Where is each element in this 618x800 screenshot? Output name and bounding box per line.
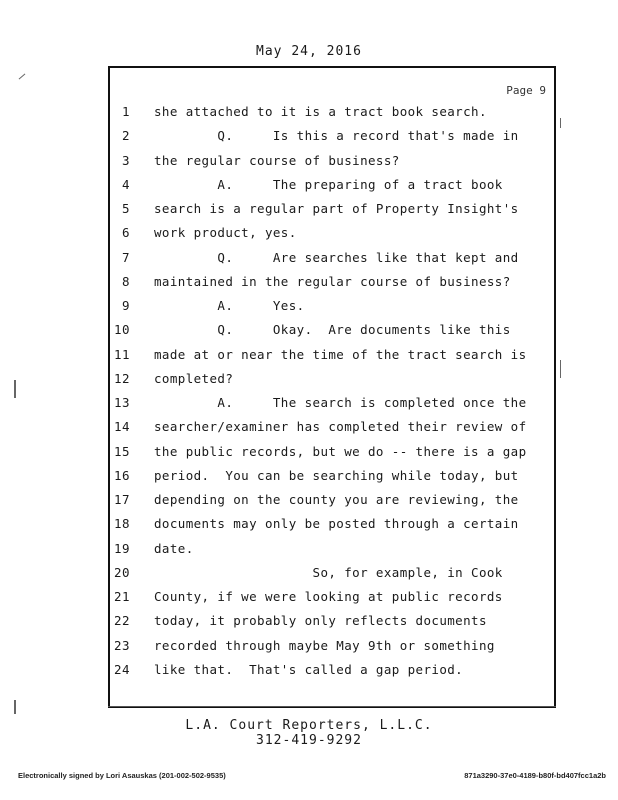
line-number: 4	[121, 176, 130, 192]
line-text: Q. Are searches like that kept and	[154, 249, 519, 265]
transcript-line	[110, 128, 554, 152]
transcript-page	[108, 66, 556, 708]
transcript-line	[110, 516, 554, 540]
transcript-line	[110, 371, 554, 395]
transcript-line	[110, 225, 554, 249]
transcript-line	[110, 565, 554, 589]
transcript-line	[110, 613, 554, 637]
page-number: Page 9	[506, 84, 546, 97]
transcript-line	[110, 104, 554, 128]
line-text: the regular course of business?	[154, 152, 400, 168]
scan-mark	[560, 118, 561, 128]
line-number: 17	[113, 492, 130, 507]
line-text: completed?	[154, 370, 234, 386]
line-text: like that. That's called a gap period.	[154, 661, 464, 677]
line-text: searcher/examiner has completed their review of	[154, 419, 527, 435]
line-text: recorded through maybe May 9th or something	[154, 637, 495, 653]
line-number: 20	[113, 564, 130, 580]
line-text: A. The preparing of a tract book	[154, 176, 503, 192]
transcript-line	[110, 444, 554, 468]
transcript-line	[110, 662, 554, 686]
line-number: 18	[113, 516, 130, 532]
line-number: 10	[113, 322, 130, 338]
line-text: A. Yes.	[154, 298, 305, 313]
line-text: period. You can be searching while today, but	[154, 467, 519, 483]
line-text: Q. Okay. Are documents like this	[154, 322, 511, 338]
scan-mark	[14, 700, 16, 714]
transcript-line	[110, 492, 554, 516]
transcript-line	[110, 347, 554, 371]
transcript-line	[110, 638, 554, 662]
line-text: she attached to it is a tract book search.	[154, 104, 487, 119]
line-number: 24	[113, 661, 130, 677]
line-number: 13	[113, 395, 130, 410]
header-date: May 24, 2016	[256, 44, 362, 59]
transcript-line	[110, 589, 554, 613]
line-number: 9	[121, 298, 130, 313]
line-number: 19	[113, 540, 130, 556]
line-number: 5	[121, 201, 130, 216]
document-id: 871a3290-37e0-4189-b80f-bd407fcc1a2b	[464, 771, 606, 780]
line-number: 16	[113, 467, 130, 483]
line-text: depending on the county you are reviewing, the	[154, 492, 519, 507]
transcript-line	[110, 201, 554, 225]
transcript-line	[110, 419, 554, 443]
line-text: Q. Is this a record that's made in	[154, 128, 519, 144]
line-number: 14	[113, 419, 130, 435]
line-number: 8	[121, 273, 130, 289]
footer-phone: 312-419-9292	[256, 733, 362, 748]
line-text: So, for example, in Cook	[154, 564, 503, 580]
transcript-line	[110, 153, 554, 177]
line-number: 12	[113, 370, 130, 386]
line-text: A. The search is completed once the	[154, 395, 527, 410]
line-number: 11	[113, 346, 130, 362]
line-number: 2	[121, 128, 130, 144]
line-number: 23	[113, 637, 130, 653]
transcript-line	[110, 177, 554, 201]
line-text: work product, yes.	[154, 225, 297, 241]
transcript-line	[110, 322, 554, 346]
esignature-note: Electronically signed by Lori Asauskas (201-002-502-9535)	[18, 771, 226, 780]
line-text: the public records, but we do -- there is a gap	[154, 443, 527, 459]
line-number: 22	[113, 613, 130, 629]
line-text: today, it probably only reflects documents	[154, 613, 487, 629]
line-text: maintained in the regular course of business?	[154, 273, 511, 289]
transcript-line	[110, 541, 554, 565]
line-number: 15	[113, 443, 130, 459]
line-text: made at or near the time of the tract search is	[154, 346, 527, 362]
footer-firm: L.A. Court Reporters, L.L.C.	[185, 718, 433, 733]
line-text: search is a regular part of Property Insight's	[154, 201, 519, 216]
transcript-line	[110, 250, 554, 274]
scan-mark	[560, 360, 561, 378]
scan-mark	[14, 380, 16, 398]
line-number: 6	[121, 225, 130, 241]
line-number: 3	[121, 152, 130, 168]
frame-shadow	[108, 706, 556, 710]
transcript-line	[110, 298, 554, 322]
line-text: documents may only be posted through a certain	[154, 516, 519, 532]
line-text: date.	[154, 540, 194, 556]
line-number: 21	[113, 589, 130, 604]
transcript-line	[110, 395, 554, 419]
line-text: County, if we were looking at public records	[154, 589, 503, 604]
scan-mark	[19, 74, 26, 80]
transcript-line	[110, 468, 554, 492]
transcript-line	[110, 274, 554, 298]
line-number: 7	[121, 249, 130, 265]
line-number: 1	[121, 104, 130, 119]
